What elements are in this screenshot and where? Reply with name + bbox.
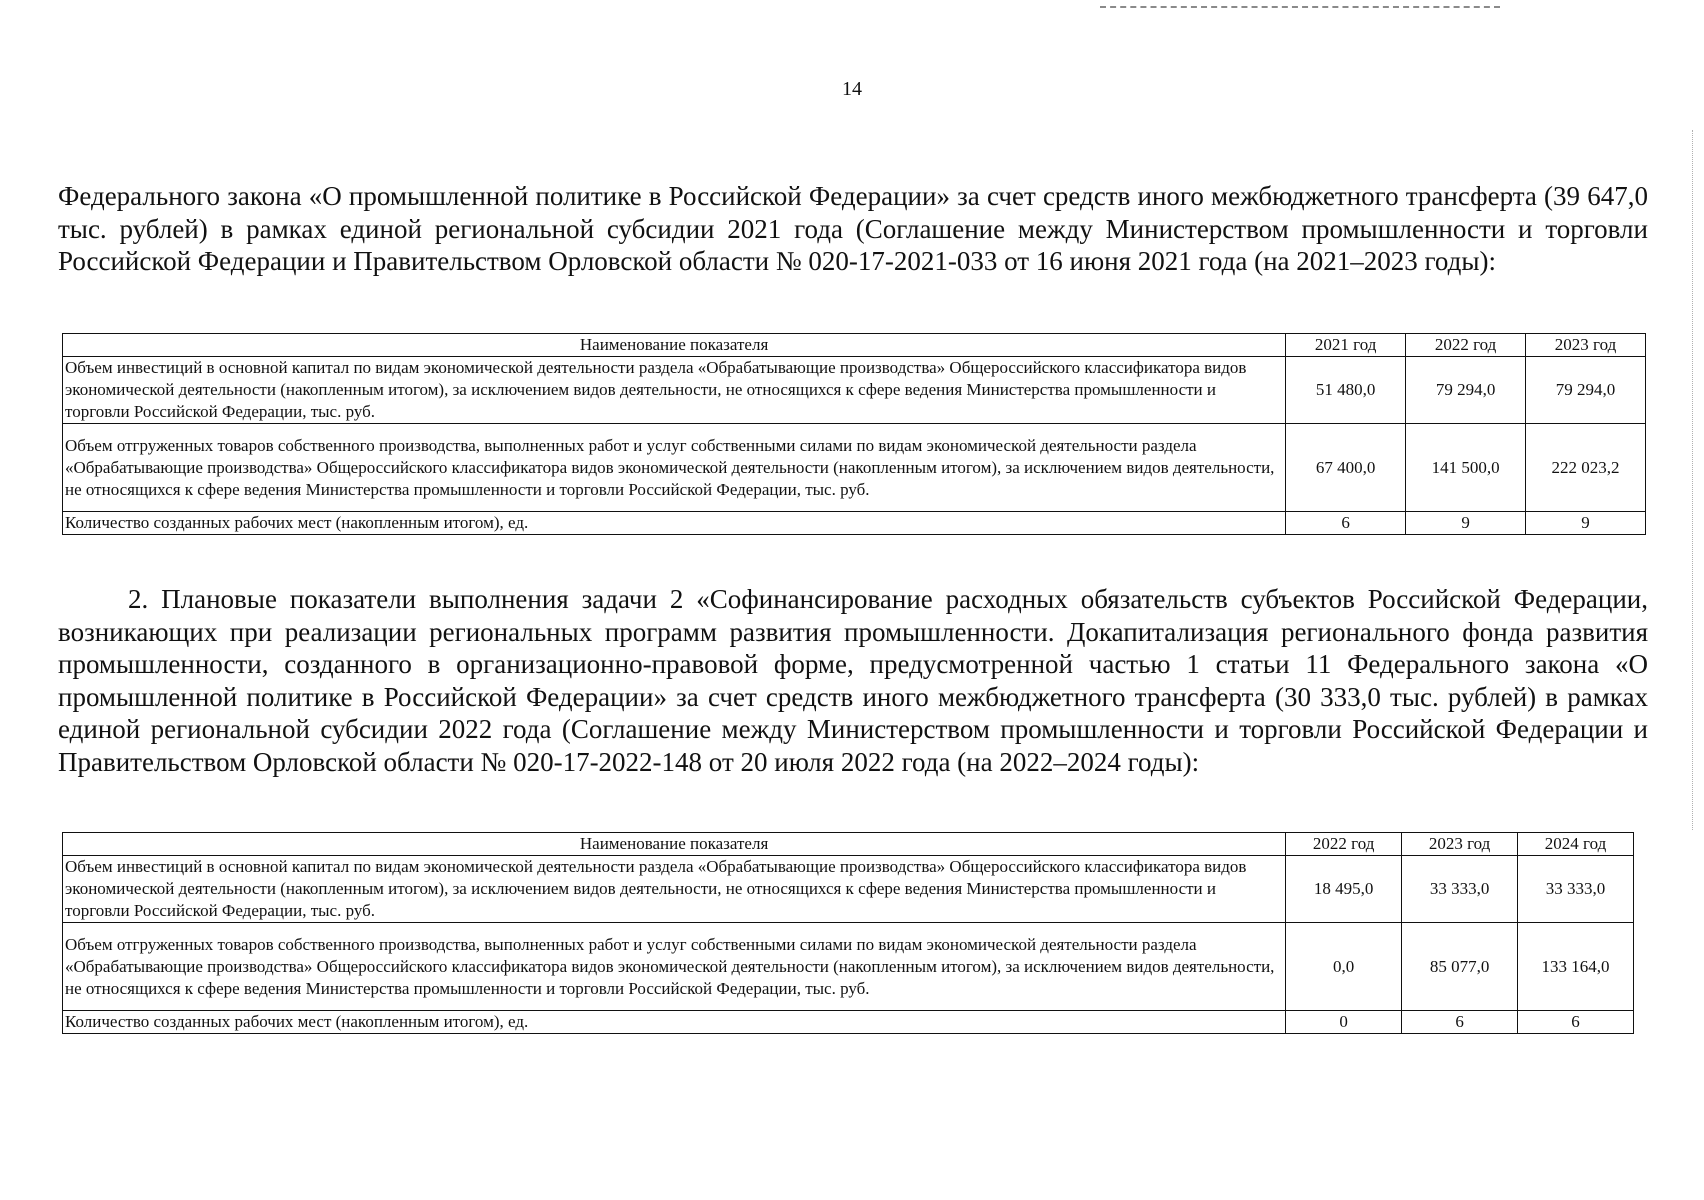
indicator-value: 6: [1402, 1011, 1518, 1034]
indicator-name: Объем отгруженных товаров собственного производства, выполненных работ и услуг собственными силами по видам экономической деятельности раздела «Обрабатывающие производства» Общероссийского классификатора видов экономической деятельности (накопленным итогом), за исключением видов деятельности, не относящихся к сфере ведения Министерства промышленности и торговли Российской Федерации, тыс. руб.: [63, 923, 1286, 1011]
table-row: [63, 424, 1646, 512]
indicator-value: 9: [1526, 512, 1646, 535]
indicator-value: 0,0: [1286, 923, 1402, 1011]
header-year: 2022 год: [1406, 334, 1526, 357]
indicator-value: 6: [1518, 1011, 1634, 1034]
table-row: [63, 856, 1634, 923]
table-row: [63, 923, 1634, 1011]
paragraph-1: Федерального закона «О промышленной политике в Российской Федерации» за счет средств иного межбюджетного трансферта (39 647,0 тыс. рублей) в рамках единой региональной субсидии 2021 года (Соглашение между Министерством промышленности и торговли Российской Федерации и Правительством Орловской области № 020-17-2021-033 от 16 июня 2021 года (на 2021–2023 годы):: [58, 181, 1648, 276]
header-indicator-name: Наименование показателя: [63, 833, 1286, 856]
header-year: 2023 год: [1402, 833, 1518, 856]
indicator-name: Объем инвестиций в основной капитал по видам экономической деятельности раздела «Обрабатывающие производства» Общероссийского классификатора видов экономической деятельности (накопленным итогом), за исключением видов деятельности, не относящихся к сфере ведения Министерства промышленности и торговли Российской Федерации, тыс. руб.: [63, 357, 1286, 424]
indicator-value: 133 164,0: [1518, 923, 1634, 1011]
indicator-value: 85 077,0: [1402, 923, 1518, 1011]
indicator-value: 67 400,0: [1286, 424, 1406, 512]
header-indicator-name: Наименование показателя: [63, 334, 1286, 357]
indicator-name: Количество созданных рабочих мест (накопленным итогом), ед.: [63, 512, 1286, 535]
indicator-value: 0: [1286, 1011, 1402, 1034]
indicator-value: 6: [1286, 512, 1406, 535]
indicator-value: 18 495,0: [1286, 856, 1402, 923]
indicator-value: 51 480,0: [1286, 357, 1406, 424]
indicators-table-2022: [62, 832, 1634, 1034]
table-row: [63, 1011, 1634, 1034]
indicator-value: 141 500,0: [1406, 424, 1526, 512]
indicator-name: Объем инвестиций в основной капитал по видам экономической деятельности раздела «Обрабатывающие производства» Общероссийского классификатора видов экономической деятельности (накопленным итогом), за исключением видов деятельности, не относящихся к сфере ведения Министерства промышленности и торговли Российской Федерации, тыс. руб.: [63, 856, 1286, 923]
table-row: [63, 512, 1646, 535]
table-header-row: [63, 833, 1634, 856]
scan-top-rule: [1100, 6, 1500, 8]
scan-edge-mark: [1692, 130, 1693, 830]
indicator-value: 79 294,0: [1406, 357, 1526, 424]
indicator-value: 222 023,2: [1526, 424, 1646, 512]
header-year: 2024 год: [1518, 833, 1634, 856]
indicator-value: 33 333,0: [1402, 856, 1518, 923]
indicator-name: Количество созданных рабочих мест (накопленным итогом), ед.: [63, 1011, 1286, 1034]
indicator-value: 33 333,0: [1518, 856, 1634, 923]
header-year: 2023 год: [1526, 334, 1646, 357]
header-year: 2021 год: [1286, 334, 1406, 357]
page-number: 14: [842, 78, 862, 100]
table-header-row: [63, 334, 1646, 357]
header-year: 2022 год: [1286, 833, 1402, 856]
indicator-name: Объем отгруженных товаров собственного производства, выполненных работ и услуг собственными силами по видам экономической деятельности раздела «Обрабатывающие производства» Общероссийского классификатора видов экономической деятельности (накопленным итогом), за исключением видов деятельности, не относящихся к сфере ведения Министерства промышленности и торговли Российской Федерации, тыс. руб.: [63, 424, 1286, 512]
indicator-value: 9: [1406, 512, 1526, 535]
paragraph-2: 2. Плановые показатели выполнения задачи 2 «Софинансирование расходных обязательств субъектов Российской Федерации, возникающих при реализации региональных программ развития промышленности. Докапитализация регионального фонда развития промышленности, созданного в организационно-правовой форме, предусмотренной частью 1 статьи 11 Федерального закона «О промышленной политике в Российской Федерации» за счет средств иного межбюджетного трансферта (30 333,0 тыс. рублей) в рамках единой региональной субсидии 2022 года (Соглашение между Министерством промышленности и торговли Российской Федерации и Правительством Орловской области № 020-17-2022-148 от 20 июля 2022 года (на 2022–2024 годы):: [58, 584, 1648, 777]
table-row: [63, 357, 1646, 424]
indicator-value: 79 294,0: [1526, 357, 1646, 424]
indicators-table-2021: [62, 333, 1646, 535]
